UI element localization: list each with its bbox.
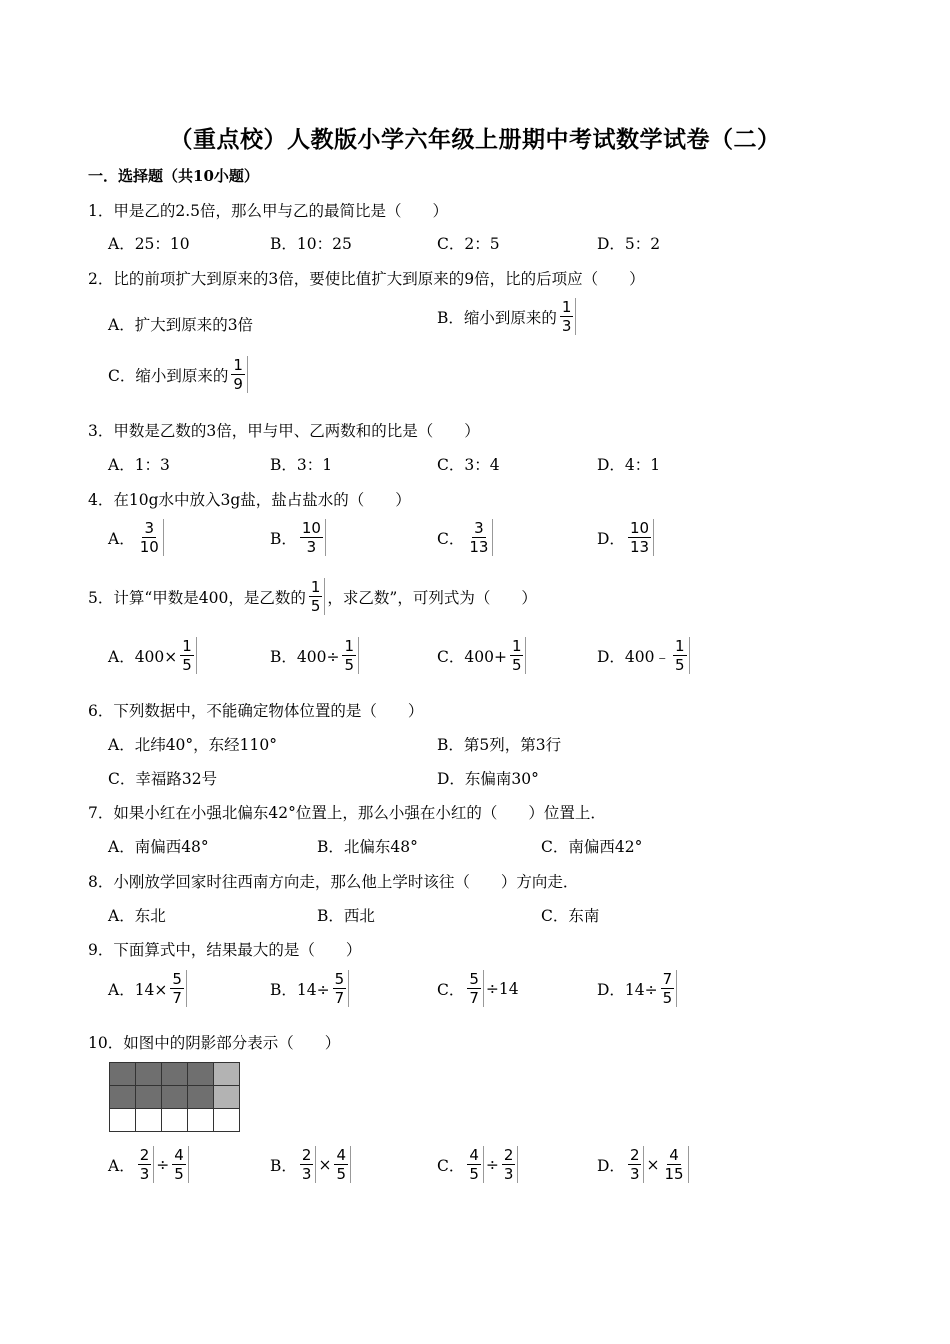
q9-option-b[interactable] xyxy=(270,970,351,1007)
grid-cell xyxy=(214,1063,240,1086)
question-9: 9．下面算式中，结果最大的是（ ） xyxy=(88,941,362,959)
q9-option-c[interactable] xyxy=(437,970,519,1007)
q5-option-b[interactable] xyxy=(270,637,361,674)
page-title: （重点校）人教版小学六年级上册期中考试数学试卷（二） xyxy=(169,126,781,153)
option-label: A．14× xyxy=(108,980,168,999)
q8-option-b[interactable]: B．西北 xyxy=(317,907,375,925)
operator: × xyxy=(646,1155,660,1174)
operator: × xyxy=(318,1155,332,1174)
q7-option-b[interactable]: B．北偏东48° xyxy=(317,838,418,856)
q4-option-a[interactable] xyxy=(108,519,166,556)
grid-cell xyxy=(110,1063,136,1086)
q5-option-a[interactable] xyxy=(108,637,199,674)
fraction: $\frac{2}{3}$ xyxy=(627,1146,645,1183)
fraction: $\frac{5}{7}$ xyxy=(466,970,484,1007)
q5-option-c[interactable] xyxy=(437,637,528,674)
q1-option-b[interactable]: B．10：25 xyxy=(270,235,352,253)
grid-cell xyxy=(110,1109,136,1132)
fraction: $\frac{4}{5}$ xyxy=(333,1146,351,1183)
q8-option-c[interactable]: C．东南 xyxy=(541,907,600,925)
fraction: $\frac{1}{5}$ xyxy=(308,578,326,615)
question-2: 2．比的前项扩大到原来的3倍，要使比值扩大到原来的9倍，比的后项应（ ） xyxy=(88,270,645,288)
question-4: 4．在10g水中放入3g盐，盐占盐水的（ ） xyxy=(88,491,411,509)
fraction: $\frac{4}{15}$ xyxy=(661,1146,688,1183)
q4-option-c[interactable] xyxy=(437,519,495,556)
fraction: $\frac{2}{3}$ xyxy=(299,1146,317,1183)
option-label: B．14÷ xyxy=(270,980,330,999)
question-1: 1．甲是乙的2.5倍，那么甲与乙的最简比是（ ） xyxy=(88,202,449,220)
q6-option-d[interactable]: D．东偏南30° xyxy=(437,770,539,788)
fraction: $\frac{1}{5}$ xyxy=(672,637,690,674)
grid-cell xyxy=(136,1086,162,1109)
grid-cell xyxy=(214,1109,240,1132)
option-label: C． xyxy=(437,529,465,548)
option-label: B． xyxy=(270,529,297,548)
grid-cell xyxy=(136,1063,162,1086)
option-label: A． xyxy=(108,1156,135,1175)
option-label: D．400﹣ xyxy=(597,647,671,666)
option-label: B． xyxy=(270,1156,297,1175)
grid-cell xyxy=(188,1063,214,1086)
grid-cell xyxy=(162,1086,188,1109)
q1-option-d[interactable]: D．5：2 xyxy=(597,235,661,253)
q2-option-b-label: B．缩小到原来的 xyxy=(437,308,557,327)
fraction: $\frac{7}{5}$ xyxy=(660,970,678,1007)
option-label: C．400+ xyxy=(437,647,507,666)
fraction: $\frac{1}{5}$ xyxy=(341,637,359,674)
fraction: $\frac{3}{10}$ xyxy=(137,519,164,556)
q3-option-a[interactable]: A．1：3 xyxy=(108,456,170,474)
operator: ÷ xyxy=(485,1155,499,1174)
fraction: $\frac{10}{13}$ xyxy=(627,519,654,556)
q9-option-d[interactable] xyxy=(597,970,679,1007)
q1-option-c[interactable]: C．2：5 xyxy=(437,235,500,253)
fraction: $\frac{4}{5}$ xyxy=(171,1146,189,1183)
question-3: 3．甲数是乙数的3倍，甲与甲、乙两数和的比是（ ） xyxy=(88,422,480,440)
q10-option-b[interactable] xyxy=(270,1146,353,1183)
grid-cell xyxy=(110,1086,136,1109)
fraction: $\frac{10}{3}$ xyxy=(299,519,326,556)
q3-option-d[interactable]: D．4：1 xyxy=(597,456,661,474)
grid-cell xyxy=(136,1109,162,1132)
fraction: $\frac{5}{7}$ xyxy=(332,970,350,1007)
question-8: 8．小刚放学回家时往西南方向走，那么他上学时该往（ ）方向走． xyxy=(88,873,579,891)
grid-cell xyxy=(214,1086,240,1109)
question-6: 6．下列数据中，不能确定物体位置的是（ ） xyxy=(88,702,424,720)
option-label: D．14÷ xyxy=(597,980,658,999)
question-10: 10．如图中的阴影部分表示（ ） xyxy=(88,1034,341,1052)
question-text: ，求乙数”，可列式为（ ） xyxy=(327,588,537,607)
fraction: $\frac{3}{13}$ xyxy=(466,519,493,556)
option-label: D． xyxy=(597,529,625,548)
fraction: $\frac{2}{3}$ xyxy=(137,1146,155,1183)
q2-option-c[interactable] xyxy=(108,356,250,393)
grid-cell xyxy=(188,1109,214,1132)
q6-option-a[interactable]: A．北纬40°，东经110° xyxy=(108,736,278,754)
fraction: $\frac{4}{5}$ xyxy=(466,1146,484,1183)
option-text: ÷14 xyxy=(485,979,519,998)
question-5 xyxy=(88,578,537,615)
q2-option-a[interactable]: A．扩大到原来的3倍 xyxy=(108,316,254,334)
q6-option-b[interactable]: B．第5列，第3行 xyxy=(437,736,562,754)
grid-cell xyxy=(162,1063,188,1086)
q2-option-c-label: C．缩小到原来的 xyxy=(108,366,229,385)
option-label: D． xyxy=(597,1156,625,1175)
fraction: $\frac{1}{3}$ xyxy=(559,298,577,335)
question-7: 7．如果小红在小强北偏东42°位置上，那么小强在小红的（ ）位置上． xyxy=(88,804,606,822)
q3-option-b[interactable]: B．3：1 xyxy=(270,456,333,474)
question-text: 5．计算“甲数是400，是乙数的 xyxy=(88,588,306,607)
q9-option-a[interactable] xyxy=(108,970,189,1007)
q7-option-c[interactable]: C．南偏西42° xyxy=(541,838,643,856)
option-label: B．400÷ xyxy=(270,647,340,666)
q4-option-b[interactable] xyxy=(270,519,328,556)
option-label: C． xyxy=(437,1156,465,1175)
operator: ÷ xyxy=(156,1155,170,1174)
q5-option-d[interactable] xyxy=(597,637,692,674)
q1-option-a[interactable]: A．25：10 xyxy=(108,235,190,253)
option-label: A． xyxy=(108,529,135,548)
grid-cell xyxy=(162,1109,188,1132)
grid-cell xyxy=(188,1086,214,1109)
q2-option-b[interactable] xyxy=(437,298,578,335)
fraction: $\frac{5}{7}$ xyxy=(169,970,187,1007)
q8-option-a[interactable]: A．东北 xyxy=(108,907,166,925)
q7-option-a[interactable]: A．南偏西48° xyxy=(108,838,209,856)
section-heading: 一．选择题（共10小题） xyxy=(88,167,259,185)
fraction: $\frac{1}{5}$ xyxy=(509,637,527,674)
fraction: $\frac{1}{5}$ xyxy=(179,637,197,674)
q6-option-c[interactable]: C．幸福路32号 xyxy=(108,770,218,788)
fraction: $\frac{2}{3}$ xyxy=(501,1146,519,1183)
q10-option-c[interactable] xyxy=(437,1146,520,1183)
q4-option-d[interactable] xyxy=(597,519,656,556)
shaded-grid-figure xyxy=(109,1062,240,1132)
fraction: $\frac{1}{9}$ xyxy=(230,356,248,393)
option-label: C． xyxy=(437,980,465,999)
q3-option-c[interactable]: C．3：4 xyxy=(437,456,500,474)
q10-option-a[interactable] xyxy=(108,1146,191,1183)
option-label: A．400× xyxy=(108,647,178,666)
q10-option-d[interactable] xyxy=(597,1146,691,1183)
